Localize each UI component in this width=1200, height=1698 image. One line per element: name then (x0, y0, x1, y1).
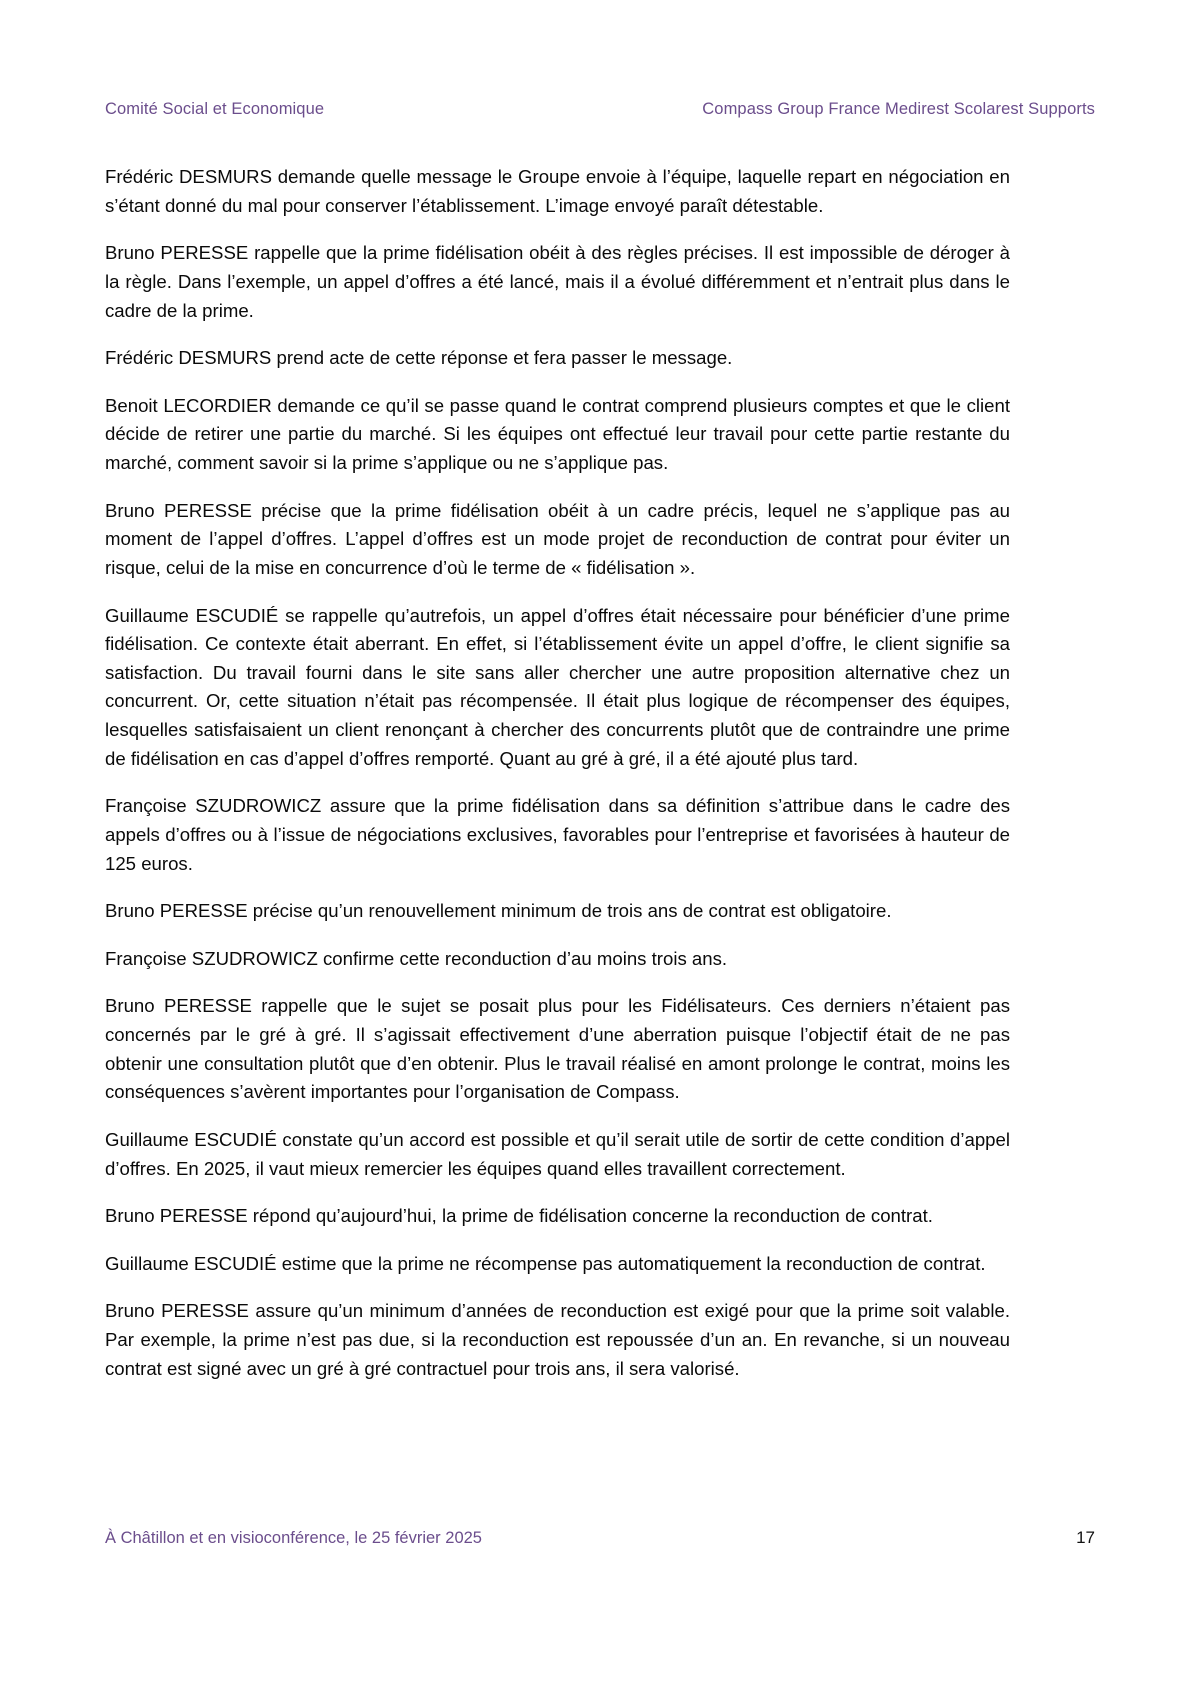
footer-location-date: À Châtillon et en visioconférence, le 25 février 2025 (105, 1529, 482, 1547)
paragraph: Bruno PERESSE précise qu’un renouvellement minimum de trois ans de contrat est obligatoire. (105, 900, 892, 922)
paragraph: Frédéric DESMURS prend acte de cette réponse et fera passer le message. (105, 347, 733, 369)
paragraph: Bruno PERESSE précise que la prime fidélisation obéit à un cadre précis, lequel ne s’applique pas au moment de l’appel d’offres. L’appel d’offres est un mode projet de reconduction de contrat pour éviter un risque, celui de la mise en concurrence d’où le terme de « fidélisation ». (105, 499, 1010, 578)
paragraph: Guillaume ESCUDIÉ se rappelle qu’autrefois, un appel d’offres était nécessaire pour bénéficier d’une prime fidélisation. Ce contexte était aberrant. En effet, si l’établissement évite un appel d’offre, le client signifie sa satisfaction. Du travail fourni dans le site sans aller chercher une autre proposition alternative chez un concurrent. Or, cette situation n’était pas récompensée. Il était plus logique de récompenser des équipes, lesquelles satisfaisaient un client renonçant à chercher des concurrents plutôt que de contraindre une prime de fidélisation en cas d’appel d’offres remporté. Quant au gré à gré, il a été ajouté plus tard. (105, 604, 1010, 769)
header-left-title: Comité Social et Economique (105, 100, 325, 118)
paragraph: Françoise SZUDROWICZ confirme cette reconduction d’au moins trois ans. (105, 947, 728, 969)
paragraph: Bruno PERESSE rappelle que le sujet se posait plus pour les Fidélisateurs. Ces derniers n’étaient pas concernés par le gré à gré. Il s’agissait effectivement d’une aberration puisque l’objectif était de ne pas obtenir une consultation plutôt que d’en obtenir. Plus le travail réalisé en amont prolonge le contrat, moins les conséquences s’avèrent importantes pour l’organisation de Compass. (105, 995, 1010, 1103)
header-right-title: Compass Group France Medirest Scolarest Supports (702, 100, 1095, 118)
paragraph: Bruno PERESSE rappelle que la prime fidélisation obéit à des règles précises. Il est impossible de déroger à la règle. Dans l’exemple, un appel d’offres a été lancé, mais il a évolué différemment et n’entrait plus dans le cadre de la prime. (105, 242, 1010, 321)
page-footer (105, 1527, 1095, 1549)
paragraph: Bruno PERESSE assure qu’un minimum d’années de reconduction est exigé pour que la prime soit valable. Par exemple, la prime n’est pas due, si la reconduction est repoussée d’un an. En revanche, si un nouveau contrat est signé avec un gré à gré contractuel pour trois ans, il sera valorisé. (105, 1300, 1010, 1379)
paragraph: Bruno PERESSE répond qu’aujourd’hui, la prime de fidélisation concerne la reconduction de contrat. (105, 1205, 933, 1227)
paragraph: Françoise SZUDROWICZ assure que la prime fidélisation dans sa définition s’attribue dans le cadre des appels d’offres ou à l’issue de négociations exclusives, favorables pour l’entreprise et favorisées à hauteur de 125 euros. (105, 795, 1010, 874)
paragraph: Guillaume ESCUDIÉ estime que la prime ne récompense pas automatiquement la reconduction de contrat. (105, 1252, 986, 1274)
paragraph: Guillaume ESCUDIÉ constate qu’un accord est possible et qu’il serait utile de sortir de cette condition d’appel d’offres. En 2025, il vaut mieux remercier les équipes quand elles travaillent correctement. (105, 1128, 1010, 1179)
page-number: 17 (1076, 1528, 1095, 1547)
paragraph: Frédéric DESMURS demande quelle message le Groupe envoie à l’équipe, laquelle repart en négociation en s’étant donné du mal pour conserver l’établissement. L’image envoyé paraît détestable. (105, 166, 1010, 216)
paragraph: Benoit LECORDIER demande ce qu’il se passe quand le contrat comprend plusieurs comptes et que le client décide de retirer une partie du marché. Si les équipes ont effectué leur travail pour cette partie restante du marché, comment savoir si la prime s’applique ou ne s’applique pas. (105, 394, 1010, 473)
document-body (105, 163, 1010, 1383)
page-header (105, 99, 1095, 120)
